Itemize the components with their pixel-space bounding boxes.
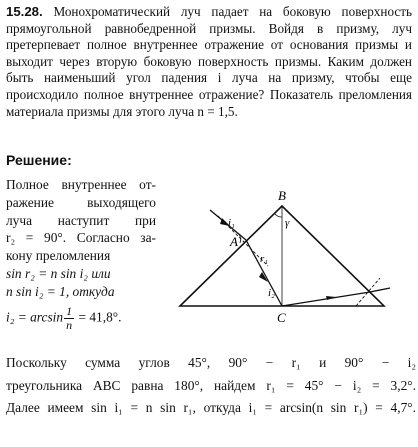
label-gamma: γ [285, 217, 290, 229]
formula-prefix: i₂ = arcsin [6, 309, 64, 325]
solution-formula-line: sin r₂ = n sin i₂ или [6, 265, 111, 281]
arcsin-formula [6, 305, 156, 332]
formula-suffix: = 41,8°. [75, 309, 122, 325]
refracted-ray [246, 240, 282, 306]
solution-bottom [6, 352, 416, 420]
solution-line: треугольника ABC равна 180°, найдем r₁ = 45° − i₂ = 3,2°. [6, 377, 416, 393]
solution-line: ражение выходящего [6, 194, 156, 210]
label-i1: i₁ [228, 217, 235, 229]
solution-line: кону преломления [6, 248, 111, 264]
solution-line: Полное внутреннее от- [6, 177, 156, 192]
label-A: A [230, 234, 238, 249]
label-i2: i₂ [268, 287, 275, 299]
reflected-ray [282, 292, 370, 306]
problem-statement [6, 4, 412, 120]
solution-line: Далее имеем sin i₁ = n sin r₁, откуда i₁ = arcsin(n sin r₁) = 4,7°. [6, 400, 416, 415]
solution-left-column [6, 176, 156, 332]
solution-heading: Решение: [6, 152, 72, 168]
fraction-numerator: 1 [66, 303, 73, 318]
fraction-denominator: n [66, 317, 73, 332]
solution-line: луча наступит при [6, 212, 156, 228]
label-C: C [277, 310, 286, 325]
label-B: B [278, 188, 286, 203]
solution-line: Поскольку сумма углов 45°, 90° − r₁ и 90° − i₂ [6, 355, 416, 370]
formula-fraction [64, 305, 74, 332]
problem-number: 15.28. [6, 4, 43, 19]
prism-diagram [160, 188, 392, 340]
label-r1: r₁ [260, 253, 269, 265]
exit-ray [370, 288, 390, 292]
angle-arc-gamma [275, 214, 282, 217]
solution-formula-line: n sin i₂ = 1, откуда [6, 283, 115, 299]
solution-line: r₂ = 90°. Согласно за- [6, 230, 156, 246]
problem-text: Монохроматический луч падает на боковую поверхность прямоугольной равнобедренной призмы. Войдя в призму, луч претерпевает полное внутреннее отражение от основания призмы и выходит через вторую боковую поверхность призмы. Каким должен быть наименьший угол падения i луча на призму, чтобы еще происходило полное внутреннее отражение? Показатель преломления материала призмы для этого луча n = 1,5. [6, 4, 412, 119]
